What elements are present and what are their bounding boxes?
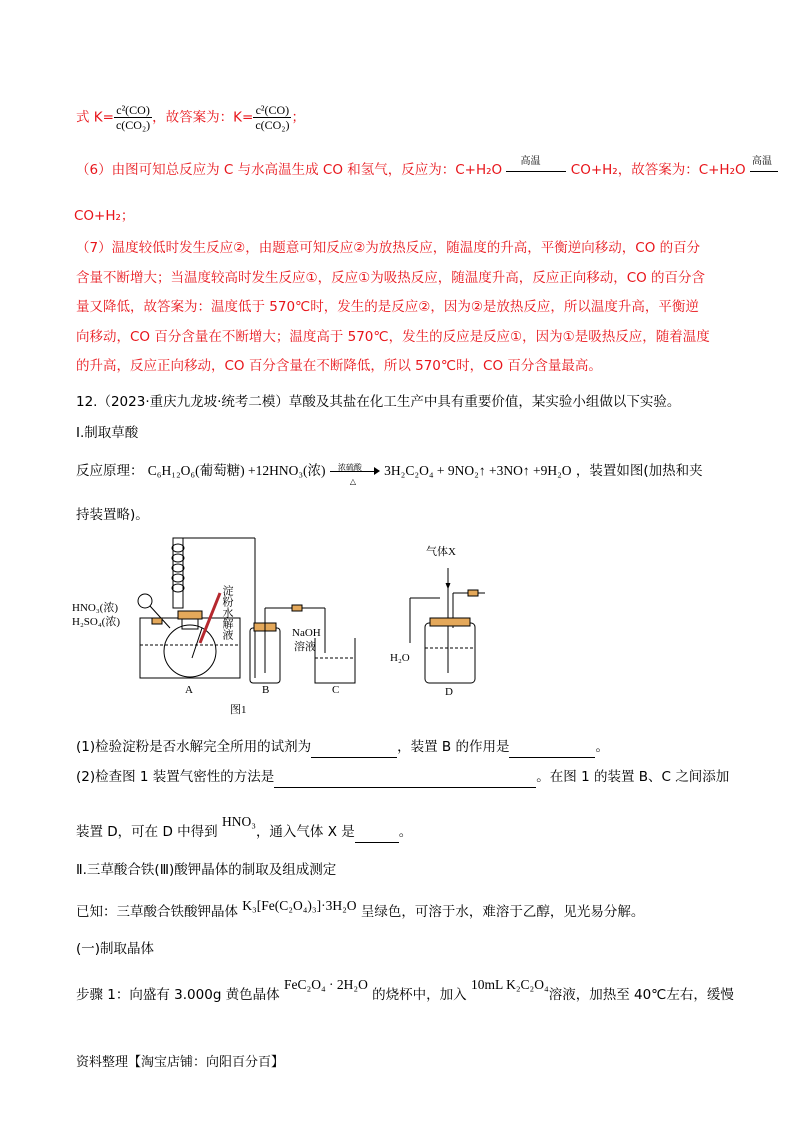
sub2-text: (2)检查图 1 装置气密性的方法是 <box>76 769 275 785</box>
k-den-2: c(CO₂) <box>255 118 290 132</box>
step1-text-b: 的烧杯中，加入 <box>372 987 467 1003</box>
sub-question-2 <box>76 768 729 788</box>
label-a: A <box>185 684 193 696</box>
sub1-text: (1)检验淀粉是否水解完全所用的试剂为 <box>76 739 312 755</box>
reaction-lhs: C₆H₁₂O₆(葡萄糖) +12HNO₃(浓) <box>147 463 326 478</box>
sec7-line: 向移动，CO 百分含量在不断增大；温度高于 570℃，发生的反应是反应①，因为①是吸热反应，随着温度 <box>76 328 710 345</box>
sec7-line: 含量不断增大；当温度较高时发生反应①，反应①为吸热反应，随温度升高，反应正向移动，CO 的百分含 <box>76 269 706 286</box>
known-tail: 呈绿色，可溶于水，难溶于乙醇，见光易分解。 <box>360 904 645 920</box>
question-12-intro: 12.（2023·重庆九龙坡·统考二模）草酸及其盐在化工生产中具有重要价值，某实验小组做以下实验。 <box>76 394 681 410</box>
beaker-c <box>315 638 355 683</box>
dropping-funnel <box>138 594 152 608</box>
round-flask <box>164 625 216 677</box>
answer-blank-3[interactable] <box>274 768 536 788</box>
label-d: D <box>445 686 453 698</box>
step-1-line <box>76 977 734 1005</box>
k-den-1: c(CO₂) <box>115 118 151 132</box>
sub-a-heading: (一)制取晶体 <box>76 941 155 957</box>
figure-caption: 图1 <box>230 704 247 716</box>
sub1-text-b: ，装置 B 的作用是 <box>397 739 510 755</box>
naoh-label-2: 溶液 <box>294 641 316 653</box>
sub1-end: 。 <box>595 739 609 755</box>
known-text: 已知：三草酸合铁酸钾晶体 <box>76 904 238 920</box>
water-label: H₂O <box>390 652 410 664</box>
answer-blank-1[interactable] <box>311 738 397 758</box>
k-num-1: c²(CO) <box>114 103 152 118</box>
reaction-cond: 浓硫酸 <box>337 463 362 472</box>
gas-x-label: 气体X <box>426 546 456 558</box>
sec6-text: （6）由图可知总反应为 C 与水高温生成 CO 和氢气，反应为：C+H₂O <box>76 162 503 178</box>
sec5-end: ； <box>291 109 305 126</box>
sec6-line1 <box>76 156 778 180</box>
label-b: B <box>262 684 270 696</box>
sub2-end: 。 <box>398 824 413 840</box>
sec7-line: 的升高，反应正向移动，CO 百分含量在不断降低，所以 570℃时，CO 百分含量最高。 <box>76 358 602 374</box>
reaction-heat: △ <box>349 477 357 486</box>
sec6-arrow-2 <box>750 156 778 177</box>
answer-blank-2[interactable] <box>509 738 595 758</box>
sec6-mid: CO+H₂，故答案为：C+H₂O <box>570 162 746 178</box>
sec5-mid: ，故答案为：K= <box>152 109 254 126</box>
k-fraction-2 <box>253 103 291 132</box>
label-c: C <box>332 684 340 696</box>
sec6-arrow-1 <box>506 156 566 177</box>
sec7-line: （7）温度较低时发生反应②，由题意可知反应②为放热反应，随温度的升高，平衡逆向移动，CO 的百分 <box>76 240 701 256</box>
sub2-text-b: 。在图 1 的装置 B、C 之间添加 <box>536 769 730 785</box>
answer-blank-4[interactable] <box>355 823 399 843</box>
step1-text: 步骤 1：向盛有 3.000g 黄色晶体 <box>76 987 280 1003</box>
sec6-cond-2: 高温 <box>751 156 772 167</box>
reaction-label: 反应原理： <box>76 463 144 479</box>
sec5-line <box>76 103 305 132</box>
hno3-formula: HNO₃ <box>221 814 256 829</box>
sub2-text-d: ，通入气体 X 是 <box>255 824 355 840</box>
step1-formula-2: 10mL K₂C₂O₄ <box>470 977 549 992</box>
sub2-text-c: 装置 D，可在 D 中得到 <box>76 824 218 840</box>
reaction-rhs: 3H₂C₂O₄ + 9NO₂↑ +3NO↑ +9H₂O <box>384 463 572 478</box>
step1-formula: FeC₂O₄ · 2H₂O <box>283 977 368 992</box>
known-line <box>76 898 645 922</box>
bottle-d <box>425 623 475 683</box>
sub-question-1 <box>76 738 609 758</box>
step1-text-c: 溶液，加热至 40℃左右，缓慢 <box>548 987 734 1003</box>
apparatus-figure <box>70 533 510 718</box>
k-num-2: c²(CO) <box>253 103 291 118</box>
starch-label: 淀粉水解液 <box>221 585 233 640</box>
footer-source: 资料整理【淘宝店铺：向阳百分百】 <box>76 1055 285 1070</box>
part-1-heading: Ⅰ.制取草酸 <box>76 425 139 441</box>
sec6-line2: CO+H₂； <box>74 208 135 224</box>
known-formula: K₃[Fe(C₂O₄)₃]·3H₂O <box>242 898 357 913</box>
part-2-heading: Ⅱ.三草酸合铁(Ⅲ)酸钾晶体的制取及组成测定 <box>76 862 337 878</box>
sec7-block <box>76 234 710 382</box>
sec7-line: 量又降低，故答案为：温度低于 570℃时，发生的是反应②，因为②是放热反应，所以温度升高，平衡逆 <box>76 299 699 315</box>
hno3-label: HNO₃(浓) <box>72 602 118 614</box>
h2so4-label: H₂SO₄(浓) <box>72 616 121 628</box>
sec5-prefix: 式 K= <box>76 109 114 126</box>
sec6-cond-1: 高温 <box>520 156 541 167</box>
naoh-label: NaOH <box>292 627 321 639</box>
reaction-arrow <box>330 462 380 486</box>
reaction-line <box>76 461 703 486</box>
reaction-tail-2: 持装置略)。 <box>76 507 149 523</box>
sub-question-2-cont <box>76 814 413 843</box>
k-fraction-1 <box>114 103 152 132</box>
reaction-tail: ，装置如图(加热和夹 <box>575 463 703 479</box>
